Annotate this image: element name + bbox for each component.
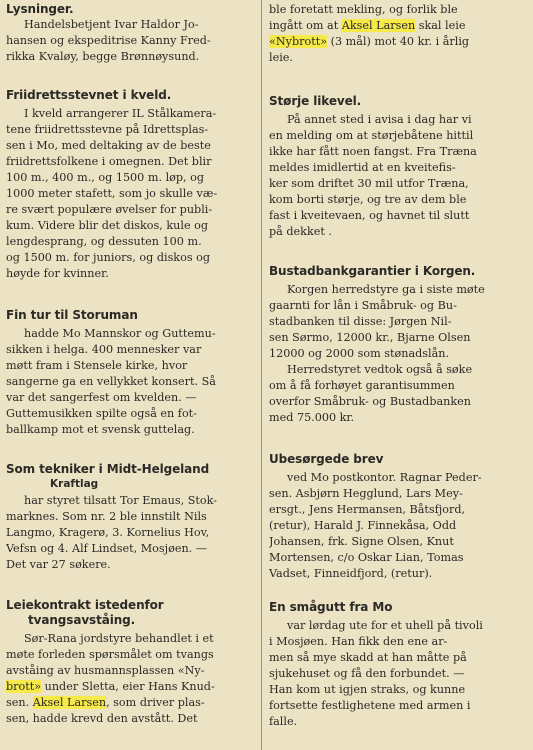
left-column xyxy=(6,0,256,750)
article-body: Korgen herredstyre ga i siste møte gaarnti for lån i Småbruk- og Bu- stadbanken til disse: Jørgen Nil- sen Sørmo, 12000 kr., Bjarne Olsen 12000 og 2000 som stønadslån. Herredstyret vedtok også å søke om å få forhøyet garantisummen overfor Småbruk- og Bustadbanken med 75.000 kr. xyxy=(269,283,485,424)
headline: Bustadbankgarantier i Korgen. xyxy=(269,264,476,278)
right-column xyxy=(269,0,529,750)
column-rule xyxy=(261,0,262,750)
article-body: I kveld arrangerer IL Stålkamera- tene friidrettsstevne på Idrettsplas- sen i Mo, med deltaking av de beste friidrettsfolkene i omegnen. Det blir 100 m., 400 m., og 1500 m. løp, og 1000 meter stafett, som jo skulle væ- re svært populære øvelser for publi- kum. Videre blir det diskos, kule og lengdesprang, og dessuten 100 m. og 1500 m. for juniors, og diskos og høyde for kvinner. xyxy=(6,107,218,280)
article-tekniker xyxy=(6,462,256,573)
article-body: hadde Mo Mannskor og Guttemu- sikken i helga. 400 mennesker var møtt fram i Stensele kirke, hvor sangerne ga en vellykket konsert. Så var det sangerfest om kvelden. — Guttemusikken spilte også en fot- ballkamp mot et svensk guttelag. xyxy=(6,327,216,436)
article-leiekontrakt-continued xyxy=(269,2,529,66)
article-body: Handelsbetjent Ivar Haldor Jo- hansen og ekspeditrise Kanny Fred- rikka Kvaløy, begge Brønnøysund. xyxy=(6,18,211,63)
highlight: brott» xyxy=(6,680,42,693)
headline: Fin tur til Storuman xyxy=(6,308,138,322)
article-friidrettsstevnet xyxy=(6,88,256,282)
headline-line-2: tvangsavståing. xyxy=(28,613,136,627)
headline: Størje likevel. xyxy=(269,94,362,108)
highlight: Aksel Larsen xyxy=(32,696,107,709)
subheadline: Kraftlag xyxy=(50,478,99,490)
article-lysninger xyxy=(6,2,256,65)
article-bustadbank xyxy=(269,264,529,426)
article-storuman xyxy=(6,308,256,438)
article-body: Sør-Rana jordstyre behandlet i et møte forleden spørsmålet om tvangs avståing av husmannsplassen «Ny- brott» under Sletta, eier Hans Knud- sen. Aksel Larsen, som driver plas- sen, hadde krevd den avstått. Det xyxy=(6,632,215,725)
article-body: var lørdag ute for et uhell på tivoli i Mosjøen. Han fikk den ene ar- men så mye skadd at han måtte på sjukehuset og få den forbundet. — Han kom ut igjen straks, og kunne fortsette festlighetene med armen i falle. xyxy=(269,619,483,728)
highlight: Aksel Larsen xyxy=(341,19,416,32)
headline: Lysninger. xyxy=(6,2,74,16)
headline: Ubesørgede brev xyxy=(269,452,384,466)
article-leiekontrakt xyxy=(6,598,256,727)
highlight: «Nybrott» xyxy=(269,35,328,48)
article-body: ble foretatt mekling, og forlik ble ingått om at Aksel Larsen skal leie «Nybrott» (3 mål) mot 40 kr. i årlig leie. xyxy=(269,3,470,64)
headline: Som tekniker i Midt-Helgeland xyxy=(6,462,210,476)
article-body: har styret tilsatt Tor Emaus, Stok- marknes. Som nr. 2 ble innstilt Nils Langmo, Kragerø, 3. Kornelius Hov, Vefsn og 4. Alf Lindset, Mosjøen. — Det var 27 søkere. xyxy=(6,494,217,571)
article-body: ved Mo postkontor. Ragnar Peder- sen. Asbjørn Hegglund, Lars Mey- ersgt., Jens Hermansen, Båtsfjord, (retur), Harald J. Finnekåsa, Odd Johansen, frk. Signe Olsen, Knut Mortensen, c/o Oskar Lian, Tomas Vadset, Finneidfjord, (retur). xyxy=(269,471,482,580)
article-body: På annet sted i avisa i dag har vi en melding om at størjebåtene hittil ikke har fått noen fangst. Fra Træna meldes imidlertid at en kveitefis- ker som driftet 30 mil utfor Træna, kom borti størje, og tre av dem ble fast i kveitevaen, og havnet til slutt på dekket . xyxy=(269,113,477,238)
headline: En smågutt fra Mo xyxy=(269,600,393,614)
article-storje xyxy=(269,94,529,240)
article-ubesorgede-brev xyxy=(269,452,529,582)
headline: Friidrettsstevnet i kveld. xyxy=(6,88,172,102)
article-smagutt xyxy=(269,600,529,730)
headline: Leiekontrakt istedenfor xyxy=(6,598,164,612)
